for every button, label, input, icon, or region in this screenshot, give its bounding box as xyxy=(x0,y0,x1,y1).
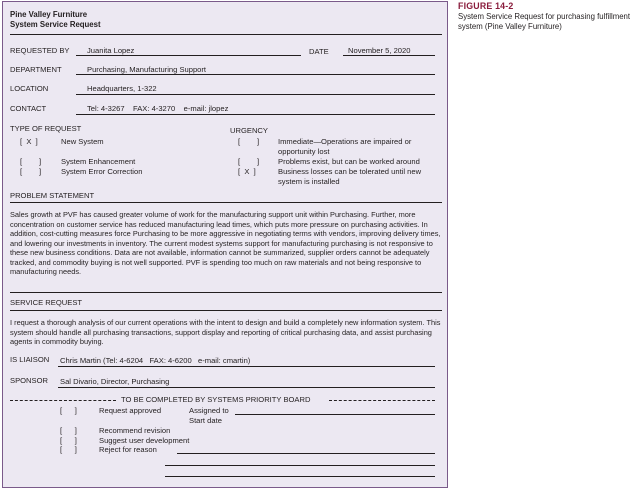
location-value: Headquarters, 1-322 xyxy=(87,84,157,93)
date-label: DATE xyxy=(309,47,329,56)
service-divider-top xyxy=(10,292,442,293)
requested-by-line xyxy=(76,55,301,56)
urgency-immediate-label-2: opportunity lost xyxy=(278,146,330,156)
figure-caption: System Service Request for purchasing fulfillment system (Pine Valley Furniture) xyxy=(458,12,631,31)
sponsor-line xyxy=(58,387,435,388)
department-line xyxy=(76,74,435,75)
location-line xyxy=(76,94,435,95)
reject-reason-line-2[interactable] xyxy=(165,465,435,466)
new-system-checkbox[interactable]: [ X ] xyxy=(20,137,38,146)
requested-by-value: Juanita Lopez xyxy=(87,46,135,55)
service-divider xyxy=(10,310,442,311)
contact-line xyxy=(76,114,435,115)
reject-for-reason-label: Reject for reason xyxy=(99,445,157,454)
urgency-immediate-checkbox[interactable]: [ ] xyxy=(238,137,260,146)
suggest-user-development-label: Suggest user development xyxy=(99,435,190,445)
problem-statement-text: Sales growth at PVF has caused greater volume of work for the manufacturing support unit within Purchasing. Further, more concentration on customer service has reduced manufacturing lead times, which puts more pressure on purchasing activities. In addition, cost-cutting measures force Purchasing to be more aggressive in negotiating terms with vendors, improving delivery times, and lowering our investments in inventory. The current modest systems support for manufacturing purchasing is not responsive to these new business conditions. Data are not available, information cannot be summarized, supplier orders cannot be adequately tracked, and commodity buying is not well supported. PVF is spending too much on raw materials and not being responsive to manufacturing needs. xyxy=(10,210,441,276)
urgency-tolerated-label: Business losses can be tolerated until new xyxy=(278,167,422,176)
company-name: Pine Valley Furniture xyxy=(10,10,88,19)
urgency-immediate-label: Immediate—Operations are impaired or xyxy=(278,137,412,146)
assigned-to-label: Assigned to xyxy=(189,406,229,415)
type-of-request-label: TYPE OF REQUEST xyxy=(10,124,82,133)
figure-number: FIGURE 14-2 xyxy=(458,1,514,11)
header-divider xyxy=(10,34,442,35)
service-request-form xyxy=(2,1,448,488)
is-liaison-value: Chris Martin (Tel: 4-6204 FAX: 4-6200 e-mail: cmartin) xyxy=(60,356,251,365)
contact-label: CONTACT xyxy=(10,104,47,113)
reject-reason-line-1[interactable] xyxy=(177,453,435,454)
board-dash-right xyxy=(329,400,435,401)
department-label: DEPARTMENT xyxy=(10,65,62,74)
urgency-label: URGENCY xyxy=(230,126,268,135)
system-error-correction-label: System Error Correction xyxy=(61,167,143,176)
service-request-label: SERVICE REQUEST xyxy=(10,298,83,307)
new-system-label: New System xyxy=(61,137,104,146)
request-approved-label: Request approved xyxy=(99,406,162,415)
board-dash-left xyxy=(10,400,116,401)
urgency-tolerated-checkbox[interactable]: [ X ] xyxy=(238,167,256,176)
is-liaison-line xyxy=(58,366,435,367)
location-label: LOCATION xyxy=(10,84,49,93)
request-approved-checkbox[interactable]: [ ] xyxy=(60,406,77,415)
form-title: System Service Request xyxy=(10,19,101,29)
urgency-tolerated-label-2: system is installed xyxy=(278,176,340,186)
recommend-revision-checkbox[interactable]: [ ] xyxy=(60,426,77,435)
date-line xyxy=(343,55,435,56)
start-date-label: Start date xyxy=(189,415,222,425)
problem-statement-label: PROBLEM STATEMENT xyxy=(10,191,95,200)
urgency-workaround-label: Problems exist, but can be worked around xyxy=(278,157,420,166)
service-request-text: I request a thorough analysis of our current operations with the intent to design and build a completely new information system. This system should handle all purchasing transactions, support display and reporting of critical purchasing data, and assist purchasing agents in commodity buying. xyxy=(10,318,441,346)
sponsor-label: SPONSOR xyxy=(10,376,48,385)
system-enhancement-label: System Enhancement xyxy=(61,157,136,166)
board-title: TO BE COMPLETED BY SYSTEMS PRIORITY BOARD xyxy=(121,395,311,404)
is-liaison-label: IS LIAISON xyxy=(10,355,50,364)
requested-by-label: REQUESTED BY xyxy=(10,46,70,55)
sponsor-value: Sal Divario, Director, Purchasing xyxy=(60,377,170,386)
recommend-revision-label: Recommend revision xyxy=(99,426,171,435)
system-error-correction-checkbox[interactable]: [ ] xyxy=(20,167,42,176)
assigned-to-line[interactable] xyxy=(235,414,435,415)
system-enhancement-checkbox[interactable]: [ ] xyxy=(20,157,42,166)
department-value: Purchasing, Manufacturing Support xyxy=(87,65,207,74)
suggest-user-development-checkbox[interactable]: [ ] xyxy=(60,435,77,445)
contact-value: Tel: 4-3267 FAX: 4-3270 e-mail: jlopez xyxy=(87,104,229,113)
urgency-workaround-checkbox[interactable]: [ ] xyxy=(238,157,260,166)
reject-reason-line-3[interactable] xyxy=(165,476,435,477)
reject-for-reason-checkbox[interactable]: [ ] xyxy=(60,445,77,454)
date-value: November 5, 2020 xyxy=(348,46,411,55)
problem-divider xyxy=(10,202,442,203)
